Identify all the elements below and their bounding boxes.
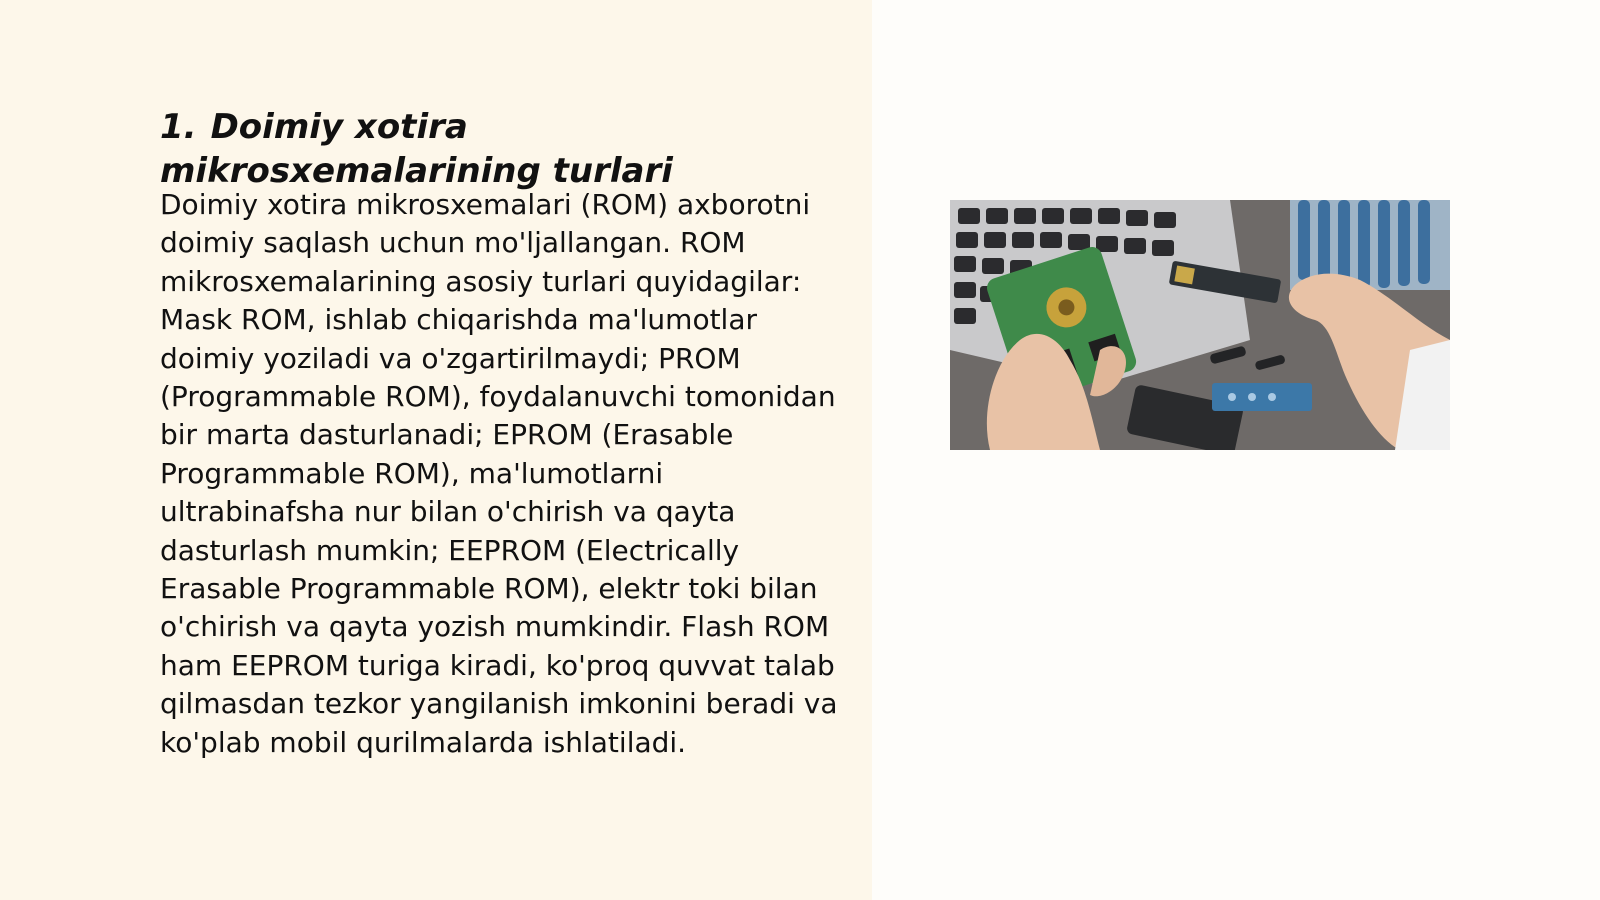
photo-illustration (950, 200, 1450, 450)
hands-holding-hdd-and-ssd-photo (950, 200, 1450, 450)
right-panel (872, 0, 1600, 900)
body-paragraph: Doimiy xotira mikrosxemalari (ROM) axborotni doimiy saqlash uchun mo'ljallangan. ROM mikrosxemalarining asosiy turlari quyidagilar: Mask ROM, ishlab chiqarishda ma'lumotlar doimiy yoziladi va o'zgartirilmaydi; PROM (Programmable ROM), foydalanuvchi tomonidan bir marta dasturlanadi; EPROM (Erasable Programmable ROM), ma'lumotlarni ultrabinafsha nur bilan o'chirish va qayta dasturlash mumkin; EEPROM (Electrically Erasable Programmable ROM), elektr toki bilan o'chirish va qayta yozish mumkindir. Flash ROM ham EEPROM turiga kiradi, ko'proq quvvat talab qilmasdan tezkor yangilanish imkonini beradi va ko'plab mobil qurilmalarda ishlatiladi. (160, 188, 838, 759)
ssd-connector (1174, 265, 1195, 284)
blue-board-icon (1212, 383, 1312, 411)
slide-title (160, 105, 840, 193)
title-number: 1. (160, 107, 197, 147)
title-text: Doimiy xotira mikrosxemalarining turlari (160, 107, 673, 191)
